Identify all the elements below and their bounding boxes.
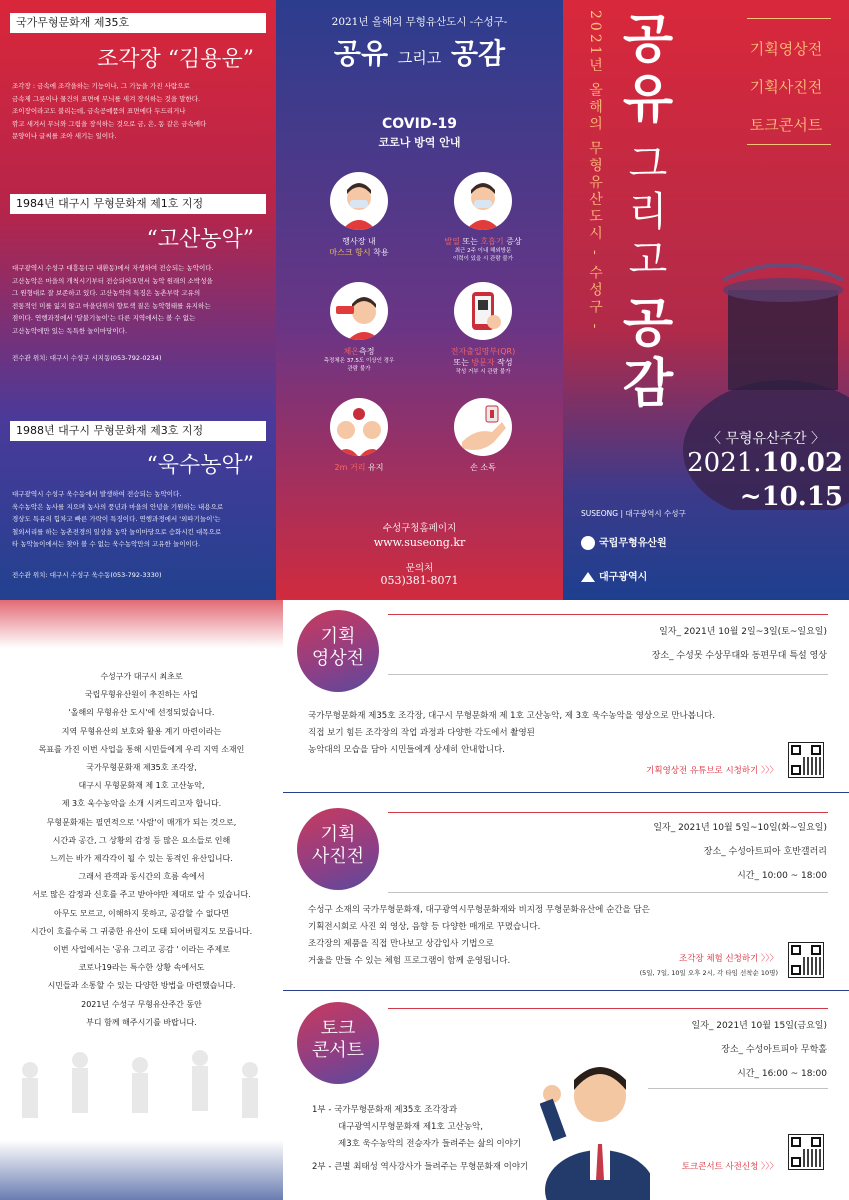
body-line: 욱수농악은 농사를 지으며 농사의 풍년과 마을의 안녕을 기원하는 내용으로: [12, 502, 224, 511]
desc-line: 제3호 욱수농악의 전승자가 들려주는 삶의 이야기: [338, 1139, 522, 1149]
divider: [747, 18, 831, 19]
cover-panel: [563, 0, 849, 600]
badge-line: 콘서트: [311, 1040, 365, 1061]
guide-highlight: 전자출입명부(QR): [450, 347, 516, 356]
body-line: 대구광역시 수성구 욱수동에서 발생하여 전승되는 농악이다.: [12, 490, 182, 498]
badge-line: 영상전: [311, 648, 365, 669]
speaker-photo: [540, 1040, 650, 1200]
fever-icon: [454, 172, 512, 230]
section-label: 국가무형문화재 제35호: [10, 13, 266, 33]
guide-line: 측정: [359, 347, 375, 356]
divider: [283, 792, 849, 793]
guide-line: 손 소독: [470, 463, 496, 472]
divider: [388, 614, 828, 615]
guide-line: 유지: [365, 463, 384, 472]
section-title: “욱수농악”: [146, 453, 254, 478]
qr-code-icon[interactable]: [788, 942, 824, 978]
event-place: 장소_ 수성아트피아 무학홀: [721, 1045, 827, 1055]
intro-line: 부디 함께 해주시기를 바랍니다.: [86, 1017, 197, 1027]
intro-line: 아무도 모르고, 이해하지 못하고, 공감할 수 없다면: [54, 908, 229, 918]
desc-line: 조각장의 제품을 직접 만나보고 상감입사 기법으로: [308, 939, 494, 949]
date-part: 10.02: [761, 448, 843, 478]
section-body: [12, 80, 264, 143]
hand-sanitizer-icon: [454, 398, 512, 456]
logo-mark-icon: [581, 536, 595, 550]
week-label: 〈 무형유산주간 〉: [706, 431, 826, 447]
section-badge-photo: [297, 808, 379, 890]
mask-icon: [330, 172, 388, 230]
guide-line: 또는: [459, 237, 481, 246]
guide-line: 착용: [370, 248, 389, 257]
body-line: 조이장이라고도 불리는데, 금속공예품의 표면에다 두드리거나: [12, 107, 186, 115]
guide-label: [428, 346, 538, 376]
covid-subtitle: 코로나 방역 안내: [378, 136, 461, 149]
phone-qr-icon: [454, 282, 512, 340]
divider: [388, 674, 828, 675]
event-time: 시간_ 10:00 ~ 18:00: [737, 871, 827, 881]
event-date: 일자_ 2021년 10월 5일~10일(화~일요일): [653, 823, 827, 833]
guide-highlight: 체온: [343, 347, 359, 356]
section-label: 1988년 대구시 무형문화재 제3호 지정: [10, 421, 266, 441]
intro-line: 서로 많은 감정과 신호를 주고 받아야만 제대로 알 수 있습니다.: [32, 890, 251, 900]
body-line: 철외서리를 하는 농촌전경의 일상을 농악 놀이마당으로 승화시킨 대목으로: [12, 527, 222, 536]
section-title: 조각장 “김용운”: [97, 47, 254, 72]
desc-line: 2부 - 큰별 최태성 역사강사가 들려주는 무형문화재 이야기: [312, 1162, 529, 1172]
desc-line: 1부 - 국가무형문화재 제35호 조각장과: [312, 1105, 458, 1115]
intro-line: 시민들과 소통할 수 있는 다양한 방법을 마련했습니다.: [47, 981, 236, 991]
qr-code-icon[interactable]: [788, 742, 824, 778]
title-word: 그리고: [397, 49, 442, 67]
guide-note: 관람 불가: [347, 366, 371, 372]
body-line: 점이다. 연행과정에서 '달불기놀이'는 다른 지역에서는 볼 수 없는: [12, 314, 196, 322]
desc-line: 농악대의 모습을 담아 시민들에게 상세히 안내합니다.: [308, 745, 505, 755]
covid-guide-temperature: [304, 282, 414, 373]
guide-highlight: 호흡기: [480, 237, 504, 246]
divider: [388, 812, 828, 813]
section-body: [12, 488, 264, 551]
intro-line: 이번 사업에서는 '공유 그리고 공감 ' 이라는 주제로: [53, 945, 230, 955]
guide-label: [428, 462, 538, 473]
top-fade: [0, 600, 283, 648]
guide-label: [304, 236, 414, 258]
body-line: 대구광역시 수성구 대흥동(구 내환동)에서 자생하여 전승되는 농악이다.: [12, 264, 214, 272]
event-item: 기획영상전: [749, 40, 823, 58]
date-start: [683, 448, 843, 478]
event-item: 토크콘서트: [749, 116, 823, 134]
intro-line: 그래서 관객과 동시간의 흐름 속에서: [78, 872, 205, 882]
body-line: 깎고 새겨서 무늬와 그림을 장식하는 것으로 금, 은, 동 같은 금속에다: [12, 119, 207, 128]
divider: [388, 892, 828, 893]
contact-text: 전수관 위치: 대구시 수성구 시지동(053-792-0234): [12, 354, 162, 362]
logo-text: 국립무형유산원: [599, 538, 667, 549]
event-list: [723, 30, 849, 144]
date-end: ~10.15: [739, 482, 843, 512]
event-description: [312, 1102, 528, 1176]
desc-line: 거울을 만들 수 있는 체험 프로그램이 함께 운영됩니다.: [308, 956, 511, 966]
craft-experience-link[interactable]: 조각장 체험 신청하기 〉〉〉: [678, 954, 778, 964]
intro-line: 국립무형유산원이 추진하는 사업: [84, 690, 199, 700]
event-time: 시간_ 16:00 ~ 18:00: [737, 1069, 827, 1079]
desc-line: 수성구 소재의 국가무형문화재, 대구광역시무형문화재와 비지정 무형문화유산에 순간을 담은: [308, 905, 650, 915]
badge-line: 사진전: [311, 846, 365, 867]
body-line: 고산농악은 마을의 개척시기부터 전승되어오면서 농악 원래의 소박성을: [12, 276, 213, 285]
guide-note: 최근 2주 이내 해외방문: [454, 248, 512, 254]
desc-line: 국가무형문화재 제35호 조각장, 대구시 무형문화재 제 1호 고산농악, 제 3호 욱수농악을 영상으로 만나봅니다.: [308, 711, 716, 721]
contact-text: 전수관 위치: 대구시 수성구 욱수동(053-792-3330): [12, 571, 162, 579]
title-word: 공유: [333, 37, 388, 70]
thermometer-icon: [330, 282, 388, 340]
intro-line: 제 3호 욱수농악을 소개 시켜드리고자 합니다.: [61, 799, 222, 809]
heritage-panel: [0, 0, 276, 600]
covid-guide-sanitize: [428, 398, 538, 473]
intro-line: 2021년 수성구 무형유산주간 동안: [81, 999, 202, 1009]
divider: [648, 1088, 828, 1089]
title-char: 고: [628, 237, 668, 283]
body-line: 금속제 그릇이나 물건의 표면에 무늬를 새겨 장식하는 것을 말한다.: [12, 94, 201, 103]
intro-line: 느끼는 바가 제각각이 될 수 있는 동적인 유산입니다.: [50, 854, 233, 864]
homepage-link[interactable]: www.suseong.kr: [373, 536, 466, 549]
covid-guide-mask: [304, 172, 414, 258]
body-line: 전통적인 미를 잃지 않고 마을단위의 향토색 짙은 농악형태를 유지하는: [12, 301, 211, 310]
homepage-label: 수성구청홈페이지: [382, 523, 457, 534]
section-badge-talk: [297, 1002, 379, 1084]
divider: [388, 1008, 828, 1009]
title-word: 공감: [450, 37, 506, 70]
covid-guide-qr: [428, 282, 538, 376]
title-char: 리: [628, 189, 668, 235]
event-place: 장소_ 수성아트피아 호반갤러리: [703, 847, 827, 857]
title-char: 감: [622, 353, 674, 414]
badge-line: 기획: [320, 824, 356, 845]
guide-note: 작성 거부 시 관람 불가: [455, 369, 511, 375]
intro-line: 시간이 흐를수록 그 귀중한 유산이 도태 되어버릴지도 모릅니다.: [30, 926, 253, 936]
guide-line: 행사장 내: [342, 237, 376, 246]
section-badge-video: [297, 610, 379, 692]
guide-line: 증상: [503, 237, 522, 246]
intro-line: 수성구가 대구시 최초로: [100, 672, 183, 681]
guide-line: 작성: [494, 358, 513, 367]
covid-guide-distance: [304, 398, 414, 473]
divider: [283, 990, 849, 991]
logo-text: 대구광역시: [599, 572, 648, 583]
desc-line: 기획전시회로 사진 외 영상, 음향 등 다양한 매개로 꾸몄습니다.: [308, 922, 541, 932]
bottom-fade: [0, 1140, 283, 1200]
guide-label: [428, 236, 538, 263]
guide-note: 측정체온 37.5도 이상인 경우: [323, 358, 395, 364]
guide-highlight: 방문자: [471, 358, 495, 367]
dancers-image: [0, 1030, 283, 1140]
intro-line: 코로나19라는 특수한 상황 속에서도: [78, 963, 205, 973]
event-date: 일자_ 2021년 10월 15일(금요일): [691, 1021, 827, 1031]
intro-line: 대구시 무형문화재 제 1호 고산농악,: [78, 781, 205, 791]
event-place: 장소_ 수성못 수상무대와 동편무대 특설 영상: [651, 651, 827, 661]
intro-line: '올해의 무형유산 도시'에 선정되었습니다.: [68, 708, 215, 718]
talk-signup-link[interactable]: 토크콘서트 사전신청 〉〉〉: [681, 1162, 778, 1172]
event-item: 기획사진전: [749, 78, 823, 96]
guide-note: 이력이 있을 시 관람 불가: [452, 256, 514, 262]
body-line: 고산농악에만 있는 독특한 놀이마당이다.: [12, 326, 128, 335]
date-part: 2021.: [687, 448, 762, 478]
suseong-logo: SUSEONG | 대구광역시 수성구: [581, 509, 686, 518]
intro-text: [0, 668, 283, 1032]
intro-line: 국가무형문화재 제35호 조각장,: [86, 763, 197, 773]
event-date: 일자_ 2021년 10월 2일~3일(토~일요일): [659, 627, 827, 637]
covid-guide-symptom: [428, 172, 538, 263]
event-description: [308, 708, 715, 759]
qr-code-icon[interactable]: [788, 1134, 824, 1170]
title-char: 공: [622, 293, 674, 354]
body-line: 그 원형대로 잘 보존하고 있다. 고산농악의 특징은 농촌부락 고유의: [12, 289, 201, 297]
badge-line: 토크: [320, 1018, 356, 1039]
guide-highlight: 2m 거리: [334, 463, 366, 472]
panel-title: [276, 32, 563, 72]
badge-line: 기획: [320, 626, 356, 647]
distance-icon: [330, 398, 388, 456]
daegu-logo: [581, 568, 647, 583]
contact-label: 문의처: [405, 563, 434, 574]
contact-phone: 053)381-8071: [380, 574, 459, 587]
intro-line: 지역 무형유산의 보호와 활용 계기 마련이라는: [61, 726, 222, 736]
vertical-subtitle: 2021년 올해의 무형유산도시 - 수성구 -: [587, 10, 603, 332]
heritage-logo: [581, 534, 667, 550]
desc-line: 대구광역시무형문화재 제1호 고산농악,: [338, 1122, 483, 1132]
intro-line: 무형문화재는 필연적으로 '사람'이 매개가 되는 것으로,: [46, 817, 237, 827]
intro-line: 목표를 가진 이번 사업을 통해 시민들에게 우리 지역 소재인: [38, 744, 245, 754]
section-title: “고산농악”: [146, 227, 254, 252]
panel-subtitle: 2021년 올해의 무형유산도시 -수성구-: [331, 16, 508, 28]
covid-title: COVID-19: [381, 116, 458, 132]
title-char: 그: [628, 141, 668, 187]
experience-note: (5일, 7일, 10일 오후 2시, 각 타임 선착순 10명): [639, 969, 778, 977]
guide-highlight: 발열: [444, 237, 460, 246]
guide-highlight: 마스크 항시: [329, 248, 371, 257]
section-label: 1984년 대구시 무형문화재 제1호 지정: [10, 194, 266, 214]
guide-line: 또는: [453, 358, 472, 367]
body-line: 문양이나 글씨를 조아 새기는 일이다.: [12, 132, 117, 140]
covid-panel: [276, 0, 563, 600]
body-line: 조각장 : 금속에 조각을하는 기능이나, 그 기능을 가진 사람으로: [12, 82, 190, 90]
title-char: 공: [622, 9, 674, 70]
intro-line: 시간과 공간, 그 상황의 감정 등 많은 요소들로 인해: [52, 835, 231, 845]
body-line: 경상도 특유의 힘차고 빠른 가락이 특징이다. 연행과정에서 '외따기놀이'는: [12, 515, 221, 523]
logo-mark-icon: [581, 572, 595, 582]
section-body: [12, 262, 264, 337]
guide-label: [304, 346, 414, 373]
divider: [747, 144, 831, 145]
title-char: 유: [622, 69, 674, 130]
video-watch-link[interactable]: 기획영상전 유튜브로 시청하기 〉〉〉: [646, 766, 778, 776]
desc-line: 직접 보기 힘든 조각장의 작업 과정과 다양한 각도에서 촬영된: [308, 728, 535, 738]
body-line: 타 농악놀이에서는 찾아 볼 수 없는 욱수농악만의 고유한 놀이이다.: [12, 540, 201, 548]
guide-label: [304, 462, 414, 473]
cover-big-title: [608, 0, 688, 414]
